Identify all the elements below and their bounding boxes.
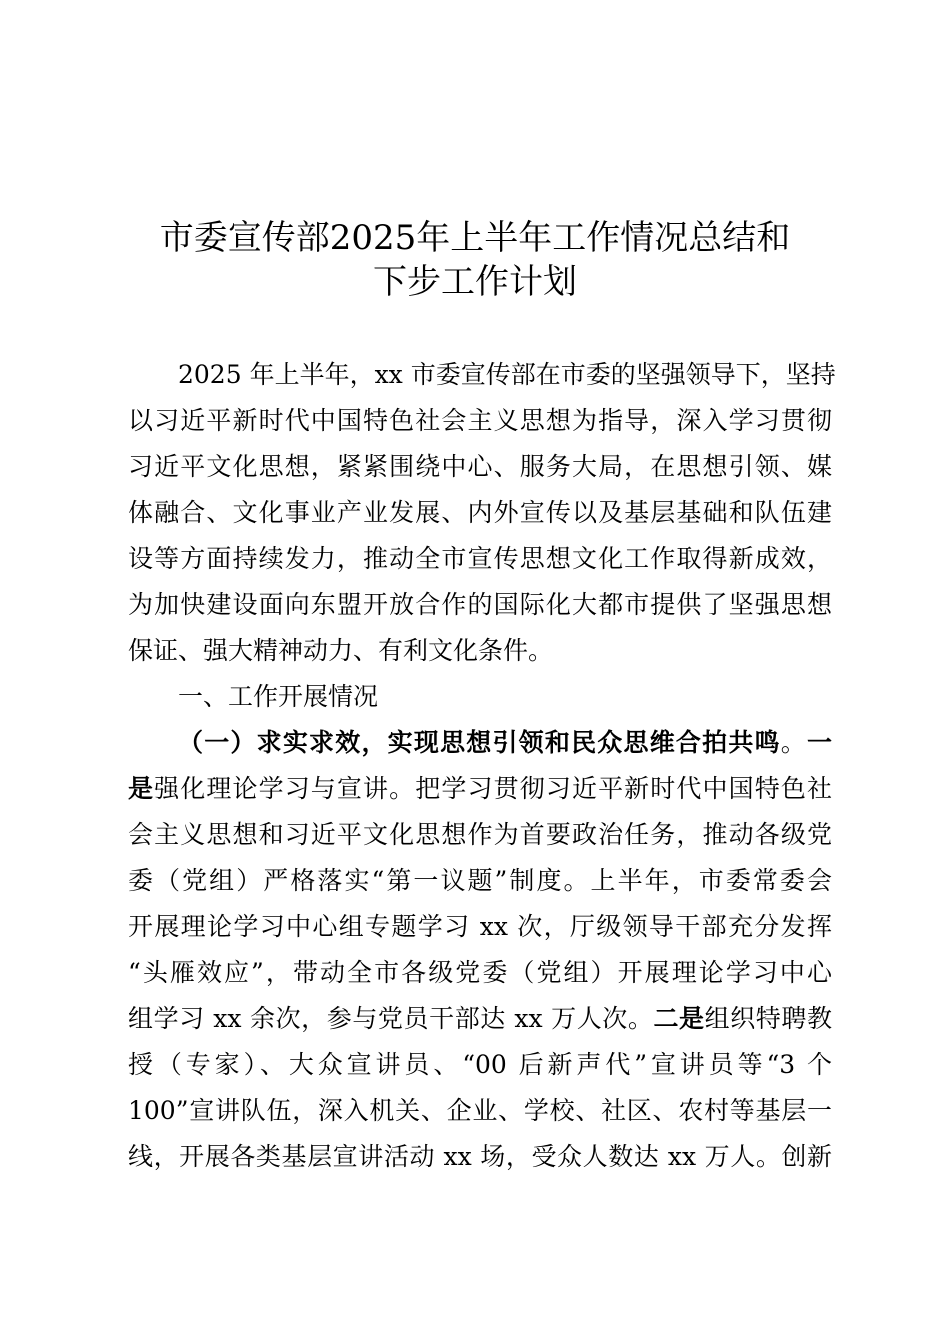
section-heading: 一、工作开展情况 [178, 682, 379, 711]
body-line [128, 766, 832, 812]
intro-line: 设等方面持续发力，推动全市宣传思想文化工作取得新成效， [128, 544, 832, 573]
intro-line: 以习近平新时代中国特色社会主义思想为指导，深入学习贯彻 [128, 406, 832, 435]
subsection-heading-line [128, 720, 832, 766]
body-line: 授（专家）、大众宣讲员、“00 后新声代”宣讲员等“3 个 [128, 1050, 832, 1079]
body-line: 100”宣讲队伍，深入机关、企业、学校、社区、农村等基层一 [128, 1096, 832, 1125]
subsection-heading-tail: 。 [780, 728, 807, 757]
point-2-text: 组织特聘教 [704, 1004, 832, 1033]
document-body [128, 352, 836, 1180]
point-1-text: 强化理论学习与宣讲。把学习贯彻习近平新时代中国特色社 [154, 774, 832, 803]
subsection-heading: （一）求实求效，实现思想引领和民众思维合拍共鸣 [178, 728, 781, 757]
intro-line: 体融合、文化事业产业发展、内外宣传以及基层基础和队伍建 [128, 498, 832, 527]
document-title-line-1: 市委宣传部2025年上半年工作情况总结和 [159, 218, 791, 258]
body-line [128, 996, 832, 1042]
point-1-label-cont: 是 [128, 774, 155, 803]
body-line: 委（党组）严格落实“第一议题”制度。上半年，市委常委会 [128, 866, 832, 895]
body-line: 线，开展各类基层宣讲活动 xx 场，受众人数达 xx 万人。创新 [128, 1142, 832, 1171]
intro-line: 保证、强大精神动力、有利文化条件。 [128, 636, 554, 665]
intro-line: 2025 年上半年，xx 市委宣传部在市委的坚强领导下，坚持 [178, 360, 836, 389]
point-1-label: 一 [806, 728, 832, 757]
body-line: 会主义思想和习近平文化思想作为首要政治任务，推动各级党 [128, 820, 832, 849]
body-line: “头雁效应”，带动全市各级党委（党组）开展理论学习中心 [128, 958, 832, 987]
body-line: 开展理论学习中心组专题学习 xx 次，厅级领导干部充分发挥 [128, 912, 832, 941]
document-title-line-2: 下步工作计划 [373, 262, 577, 302]
intro-line: 为加快建设面向东盟开放合作的国际化大都市提供了坚强思想 [128, 590, 832, 619]
body-text: 组学习 xx 余次，参与党员干部达 xx 万人次。 [128, 1004, 654, 1033]
point-2-label: 二是 [653, 1004, 705, 1033]
intro-line: 习近平文化思想，紧紧围绕中心、服务大局，在思想引领、媒 [128, 452, 832, 481]
